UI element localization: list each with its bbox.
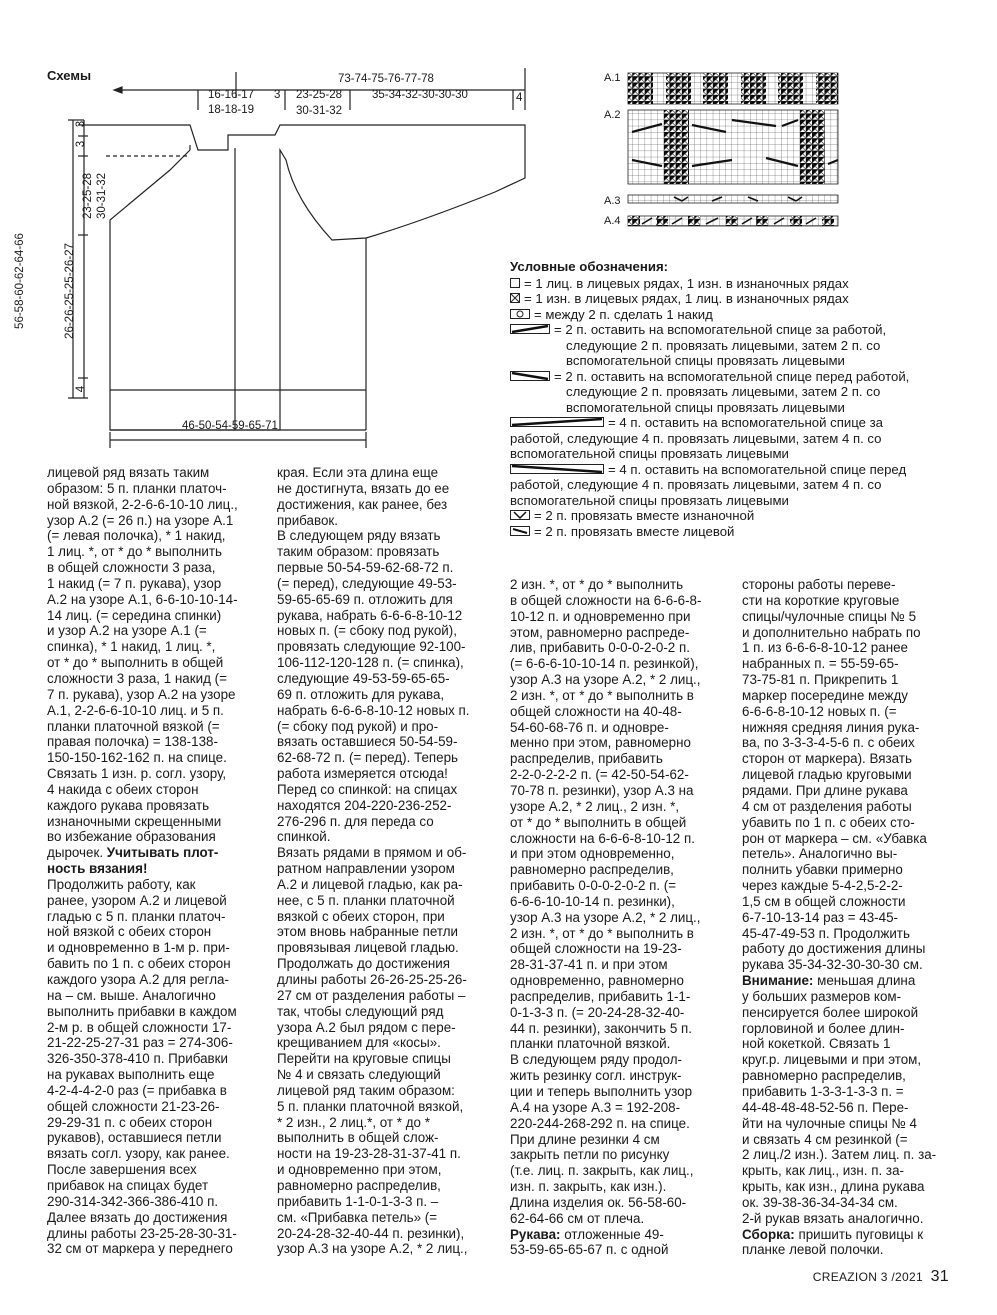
legend-cable-4f-2: работой, следующие 4 п. провязать лицевыми, затем 4 п. со <box>510 477 882 492</box>
legend-knit: = 1 лиц. в лицевых рядах, 1 изн. в изнаночных рядах <box>524 275 849 291</box>
dim-width-total: 73-74-75-76-77-78 <box>338 73 434 85</box>
cable-2-front-icon <box>510 371 550 381</box>
column-3 <box>510 577 730 1258</box>
chart-a4 <box>628 216 838 226</box>
column-1-text-b: Продолжить работу, как ранее, узором А.2 и лицевой гладью с 5 п. планки платоч- ной вязкой с обеих сторон и одновременно в 1-м р. при- бавить по 1 п. с обеих сторон каждого узора А.2 для регла- на – см. выше. Аналогично выполнить прибавки в каждом 2-м р. в общей сложности 17- 21-22-25-27-31 раз = 274-306- 326-350-378-410 п. Прибавки на рукавах выполнить еще 4-2-4-4-2-0 раз (= прибавка в общей сложности 21-23-26- 29-29-31 п. с обеих сторон рукавов), оставшиеся петли вязать согл. узору, как ранее. После завершения всех прибавок на спицах будет 290-314-342-366-386-410 п. Далее вязать до достижения длины работы 23-25-28-30-31- 32 см от маркера у переднего <box>47 876 237 1257</box>
legend-row-cable-4f <box>510 462 970 478</box>
legend-cable-2b-3: вспомогательной спицы провязать лицевыми <box>566 353 845 368</box>
column-2: края. Если эта длина еще не достигнута, вязать до ее достижения, как ранее, без прибавок. В следующем ряду вязать таким образом: провязать первые 50-54-59-62-68-72 п. (= перед), следующие 49-53- 59-65-65-69 п. отложить для рукава, набрать 6-6-6-8-10-12 новых п. (= сбоку под рукой), провязать следующие 92-100- 106-112-120-128 п. (= спинка), следующие 49-53-59-65-65- 69 п. отложить для рукава, набрать 6-6-6-8-10-12 новых п. (= сбоку под рукой) и про- вязать оставшиеся 50-54-59- 62-68-72 п. (= перед). Теперь работа измеряется отсюда! Перед со спинкой: на спицах находятся 204-220-236-252- 276-296 п. для переда со спинкой. Вязать рядами в прямом и об- ратном направлении узором А.2 и лицевой гладью, как ра- нее, с 5 п. планки платочной вязкой с обеих сторон, при этом вновь набранные петли провязывая лицевой гладью. Продолжать до достижения длины работы 26-26-25-25-26- 27 см от разделения работы – так, чтобы следующий ряд узора А.2 был рядом с пере- крещиванием для «косы». Перейти на круговые спицы № 4 и связать следующий лицевой ряд таким образом: 5 п. планки платочной вязкой, * 2 изн., 2 лиц.*, от * до * выполнить в общей слож- ности на 19-23-28-31-37-41 п. и одновременно при этом, равномерно распределив, прибавить 1-1-0-1-3-3 п. – см. «Прибавка петель» (= 20-24-28-32-40-44 п. резинки), узор А.3 на узоре А.2, * 2 лиц., <box>277 465 470 1257</box>
legend-cable-2f-1: = 2 п. оставить на вспомогательной спице перед работой, <box>554 368 910 384</box>
legend-cable-4b-2: работой, следующие 4 п. провязать лицевыми, затем 4 п. со <box>510 430 882 446</box>
legend-row-knit <box>510 276 970 292</box>
knit-square-icon <box>510 278 520 288</box>
legend-cable-4f-1: = 4 п. оставить на вспомогательной спице перед <box>608 461 907 477</box>
purl-cross-icon <box>510 293 520 303</box>
legend-cable-2f-2: следующие 2 п. провязать лицевыми, затем 2 п. со <box>566 384 881 399</box>
legend-cable-2b-2: следующие 2 п. провязать лицевыми, затем 2 п. со <box>566 337 881 353</box>
legend <box>510 259 970 539</box>
legend-cable-4b-1: = 4 п. оставить на вспомогательной спице за <box>608 415 883 430</box>
column-3-text-a: 2 изн. *, от * до * выполнить в общей сложности на 6-6-6-8- 10-12 п. и одновременно при этом, равномерно распреде- лив, прибавить 0-0-0-2-0-2 п. (= 6-6-6-10-10-14 п. резинкой), узор А.3 на узоре А.2, * 2 лиц., 2 изн. *, от * до * выполнить в общей сложности на 40-48- 54-60-68-76 п. и одновре- менно при этом, равномерно распределив, прибавить 2-2-0-2-2-2 п. (= 42-50-54-62- 70-78 п. резинки), узор А.3 на узоре А.2, * 2 лиц., 2 изн. *, от * до * выполнить в общей сложности на 6-6-6-8-10-12 п. и при этом одновременно, равномерно распределив, прибавить 0-0-0-2-0-2 п. (= 6-6-6-10-10-14 п. резинки), узор А.3 на узоре А.2, * 2 лиц., 2 изн. *, от * до * выполнить в общей сложности на 19-23- 28-31-37-41 п. и при этом одновременно, равномерно распределив, прибавить 1-1- 0-1-3-3 п. (= 20-24-28-32-40- 44 п. резинки), закончить 5 п. планки платочной вязкой. В следующем ряду продол- жить резинку согл. инструк- ции и теперь выполнить узор А.4 на узоре А.3 = 192-208- 220-244-268-292 п. на спице. При длине резинки 4 см закрыть петли по рисунку (т.е. лиц. п. закрыть, как лиц., изн. п. закрыть, как изн.). Длина изделия ок. 56-58-60- 62-64-66 см от плеча. <box>510 577 702 1226</box>
chart-a1 <box>628 73 838 104</box>
garment-schematic <box>40 60 560 450</box>
k2tog-icon <box>510 526 530 536</box>
legend-row-cable-4b <box>510 415 970 431</box>
dim-raglan-2: 30-31-32 <box>296 105 343 117</box>
column-1-text-a: лицевой ряд вязать таким образом: 5 п. планки платоч- ной вязкой, 2-2-6-6-10-10 лиц., узор А.2 (= 26 п.) на узоре А.1 (= левая полочка), * 1 накид, 1 лиц. *, от * до * выполнить в общей сложности 3 раза, 1 накид (= 7 п. рукава), узор А.2 на узоре А.1, 6-6-10-10-14- 14 лиц. (= середина спинки) и узор А.2 на узоре А.1 (= спинка), * 1 накид, 1 лиц. *, от * до * выполнить в общей сложности 3 раза, 1 накид (= 7 п. рукава), узор А.2 на узоре А.1, 2-2-6-6-10-10 лиц. и 5 п. планки платочной вязкой (= правая полочка) = 138-138- 150-150-162-162 п. на спице. Связать 1 изн. р. согл. узору, 4 накида с обеих сторон каждого рукава провязать изнаночными скрещенными во избежание образования дырочек. <box>47 465 238 861</box>
dim-raglan: 23-25-28 <box>296 89 343 101</box>
garment-outline <box>78 125 525 430</box>
dim-hem: 4 <box>75 385 88 393</box>
p2tog-icon <box>510 510 530 520</box>
chart-label-a3: A.3 <box>604 195 621 207</box>
column-4-text-a: стороны работы переве- сти на короткие круговые спицы/чулочные спицы № 5 и дополнительно набрать по 1 п. из 6-6-6-8-10-12 ранее набранных п. = 55-59-65- 73-75-81 п. Прикрепить 1 маркер посередине между 6-6-6-8-10-12 новых п. (= нижняя средняя линия рука- ва, по 3-3-3-4-5-6 п. с обеих сторон от маркера). Вязать лицевой гладью круговыми рядами. При длине рукава 4 см от разделения работы убавить по 1 п. с обеих сто- рон от маркера – см. «Убавка петель». Аналогично вы- полнить убавки примерно через каждые 5-4-2,5-2-2- 1,5 см в общей сложности 6-7-10-13-14 раз = 43-45- 45-47-49-53 п. Продолжить работу до достижения длины рукава 35-34-32-30-30-30 см. <box>742 577 927 973</box>
legend-row-p2tog <box>510 508 970 524</box>
legend-k2tog: = 2 п. провязать вместе лицевой <box>534 523 735 539</box>
column-1-bold: Учитывать плот- ность вязания! <box>47 845 219 877</box>
magazine-name: CREAZION 3 /2021 <box>812 1270 923 1284</box>
column-4-bold-1: Внимание: <box>742 973 818 989</box>
dim-total-length: 56-58-60-62-64-66 <box>14 233 26 329</box>
cable-2-back-icon <box>510 324 550 334</box>
chart-label-a1: A.1 <box>604 72 621 84</box>
dim-yoke-length: 23-25-28 <box>82 172 94 220</box>
dim-band: 3 <box>274 89 281 101</box>
schema-title: Схемы <box>47 68 92 83</box>
legend-row-cable-2b <box>510 322 970 338</box>
column-4-text-c: пришить пуговицы к планке левой полочки. <box>742 1226 924 1258</box>
legend-cable-2f-3: вспомогательной спицы провязать лицевыми <box>566 399 845 415</box>
dim-top-band: 3 <box>75 120 88 128</box>
column-3-bold: Рукава: <box>510 1226 565 1242</box>
dim-neck-2: 18-18-19 <box>208 104 255 116</box>
dim-cuff: 4 <box>516 92 523 104</box>
chart-label-a4: A.4 <box>604 215 621 227</box>
legend-row-yo <box>510 307 970 323</box>
dim-yoke-length-2: 30-31-32 <box>96 172 108 220</box>
legend-cable-2b-1: = 2 п. оставить на вспомогательной спице за работой, <box>554 322 887 337</box>
dim-body-length: 26-26-25-25-26-27 <box>64 243 76 339</box>
chart-label-a2: A.2 <box>604 109 621 121</box>
legend-yo: = между 2 п. сделать 1 накид <box>534 306 713 322</box>
legend-p2tog: = 2 п. провязать вместе изнаночной <box>534 508 755 523</box>
dim-neck: 16-16-17 <box>208 89 255 101</box>
column-4 <box>742 577 957 1258</box>
column-4-bold-2: Сборка: <box>742 1226 799 1242</box>
chart-a3 <box>628 195 838 203</box>
page-number: 31 <box>930 1268 949 1285</box>
dim-sleeve: 35-34-32-30-30-30 <box>372 89 468 101</box>
stitch-charts <box>626 70 841 240</box>
legend-cable-4f-3: вспомогательной спицы провязать лицевыми <box>510 492 789 508</box>
legend-purl: = 1 изн. в лицевых рядах, 1 лиц. в изнаночных рядах <box>524 291 849 306</box>
dim-top-band-2: 3 <box>75 140 88 148</box>
column-4-text-b: меньшая длина у больших размеров ком- пенсируется более широкой горловиной и более длин- ной кокеткой. Связать 1 круг.р. лицевыми и при этом, равномерно распределив, прибавить 1-3-3-1-3-3 п. = 44-48-48-48-52-56 п. Пере- йти на чулочные спицы № 4 и связать 4 см резинкой (= 2 лиц./2 изн.). Затем лиц. п. за- крыть, как лиц., изн. п. за- крыть, как изн., длина рукава ок. 39-38-36-34-34-34 см. 2-й рукав вязать аналогично. <box>742 973 937 1226</box>
legend-row-purl <box>510 291 970 307</box>
legend-cable-4b-3: вспомогательной спицы провязать лицевыми <box>510 446 789 461</box>
cable-4-front-icon <box>510 464 604 474</box>
page-footer <box>813 1268 949 1286</box>
dim-bottom-width: 46-50-54-59-65-71 <box>182 420 278 432</box>
column-3-text-b: отложенные 49- 53-59-65-65-67 п. с одной <box>510 1226 669 1258</box>
cable-4-back-icon <box>510 417 604 427</box>
yarn-over-icon <box>510 309 530 319</box>
column-1 <box>47 465 267 1257</box>
chart-a2 <box>628 110 838 184</box>
legend-row-k2tog <box>510 524 970 540</box>
legend-title: Условные обозначения: <box>510 259 669 274</box>
legend-row-cable-2f <box>510 369 970 385</box>
